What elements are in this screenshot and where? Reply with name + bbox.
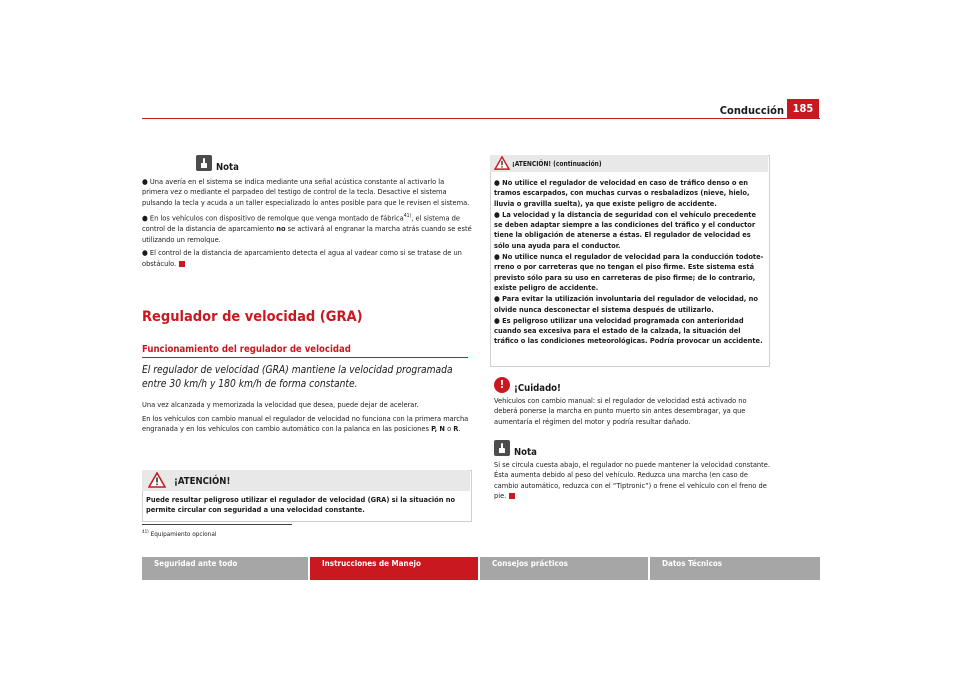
footer-tab-datos[interactable]: Datos Técnicos	[650, 557, 820, 580]
caution-text: Vehículos con cambio manual: si el regulador de velocidad está activado no deberá ponerse la marcha en punto muerto sin antes desembragar, ya que aumentaría el régimen del motor y podría resultar dañado.	[494, 396, 747, 426]
body-text	[142, 400, 472, 438]
page-number: 185	[787, 99, 819, 118]
note-icon	[494, 440, 510, 456]
paragraph: Una vez alcanzada y memorizada la velocidad que desea, puede dejar de acelerar.	[142, 400, 419, 409]
note-bullet: ● El control de la distancia de aparcamiento detecta el agua al vadear como si se tratase de un obstáculo.	[142, 248, 462, 268]
warning-icon	[494, 156, 510, 170]
warning-bullet: ● Para evitar la utilización involuntaria del regulador de velocidad, no olvide nunca desconectar el sistema después de utilizarlo.	[494, 294, 758, 314]
end-marker	[509, 493, 515, 499]
warning-bullet: ● Es peligroso utilizar una velocidad programada con anterioridad cuando sea excesiva para el estado de la calzada, la situación del tráfico o las condiciones meteorológicas. Podría provocar un accidente.	[494, 315, 763, 346]
note-bullet: ● En los vehículos con dispositivo de remolque que venga montado de fábrica$^{41)}$, el sistema de control de la distancia de aparcamiento no se activará al engranar la marcha atrás cuando se esté utilizando un remolque.	[142, 213, 472, 244]
footer-tab-seguridad[interactable]: Seguridad ante todo	[142, 557, 308, 580]
paragraph: En los vehículos con cambio manual el regulador de velocidad no funciona con la primera marcha engranada y en los vehículos con cambio automático con la palanca en las posiciones P, N o R.	[142, 413, 469, 434]
warning-bullet: ● No utilice el regulador de velocidad en caso de tráfico denso o en tramos escarpados, con muchas curvas o resbaladizos (nieve, hielo, lluvia o gravilla suelta), ya que existe peligro de accidente.	[494, 178, 750, 208]
note-text: Si se circula cuesta abajo, el regulador no puede mantener la velocidad constante. Ésta aumenta debido al peso del vehículo. Reduzca una marcha (en caso de cambio automático, reduzca con el “Tiptronic”) o frene el vehículo con el freno de pie.	[494, 460, 770, 500]
footnote-rule	[142, 524, 292, 525]
note-heading: Nota	[514, 447, 537, 458]
subsection-heading: Funcionamiento del regulador de velocidad	[142, 344, 351, 355]
warning-heading: ¡ATENCIÓN!	[174, 476, 231, 487]
note-bullet: ● Una avería en el sistema se indica mediante una señal acústica constante al activarlo la primera vez o mediante el parpadeo del testigo de control de la tecla. Desactive el sistema pulsando la tecla y acuda a un taller especializado lo antes posible para que le revisen el sistema.	[142, 177, 470, 207]
subsection-rule	[142, 357, 468, 358]
page-header-title: Conducción	[719, 104, 784, 117]
footnote: $^{41)}$ Equipamiento opcional	[142, 530, 217, 539]
warning-bullet: ● No utilice nunca el regulador de velocidad para la conducción todoterreno o por carreteras que no tengan el piso firme. Este sistema está previsto sólo para su uso en carreteras de piso firme; de lo contrario, existe peligro de accidente.	[494, 252, 764, 292]
caution-heading: ¡Cuidado!	[514, 383, 561, 394]
warning-bullet: ● La velocidad y la distancia de seguridad con el vehículo precedente se deben adaptar siempre a las condiciones del tráfico y el conductor tiene la obligación de atenerse a éstas. El regulador de velocidad es sólo una ayuda para el conductor.	[494, 209, 756, 250]
end-marker	[179, 261, 185, 267]
warning-continuation-heading: ¡ATENCIÓN! (continuación)	[512, 160, 602, 168]
header-rule	[142, 118, 820, 119]
warning-icon	[148, 472, 166, 488]
note-heading: Nota	[216, 162, 239, 173]
note-body	[142, 177, 472, 273]
intro-text: El regulador de velocidad (GRA) mantiene la velocidad programada entre 30 km/h y 180 km/h de forma constante.	[142, 365, 453, 390]
section-heading: Regulador de velocidad (GRA)	[142, 309, 363, 325]
warning-continuation-text	[494, 178, 766, 347]
note-icon	[196, 155, 212, 171]
footer-tab-instrucciones[interactable]: Instrucciones de Manejo	[310, 557, 478, 580]
warning-text: Puede resultar peligroso utilizar el regulador de velocidad (GRA) si la situación no permite circular con seguridad a una velocidad constante.	[146, 495, 456, 515]
footer-tab-consejos[interactable]: Consejos prácticos	[480, 557, 648, 580]
caution-icon: !	[494, 377, 510, 393]
